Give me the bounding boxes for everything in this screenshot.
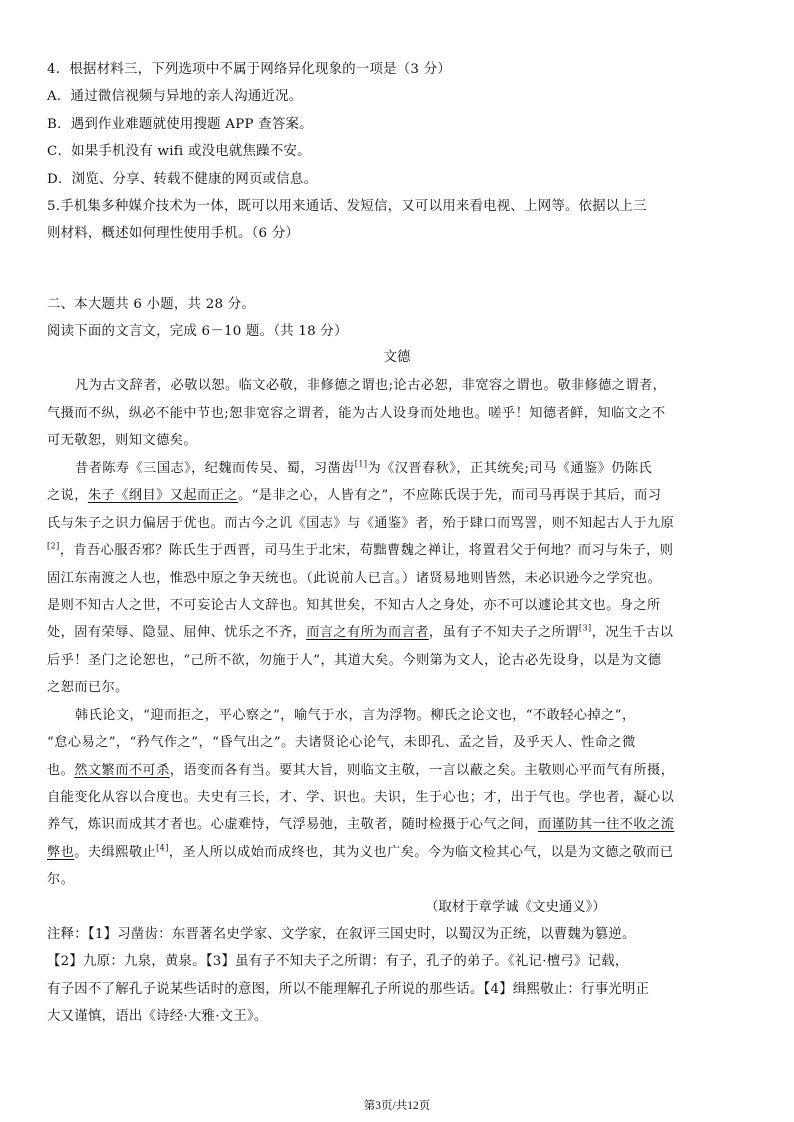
- question-5-line-2: 则材料，概述如何理性使用手机。（6 分）: [47, 226, 300, 241]
- notes-line-1: 注释：【1】习凿齿：东晋著名史学家、文学家，在叙评三国史时，以蜀汉为正统，以曹魏为篡逆。: [47, 927, 636, 942]
- footnote-ref-3: [3]: [578, 623, 592, 633]
- footnote-ref-2: [2]: [47, 541, 60, 551]
- text-run: 处，固有荣辱、隐显、屈伸、忧乐之不齐，: [47, 625, 307, 640]
- passage-p3-line-2: “怠心易之”，“矜气作之”，“昏气出之”。夫诸贤论心论气，未即孔、孟之旨，及乎天人、性命之微: [47, 735, 636, 750]
- text-run: ，语变而各有当。要其大旨，则临文主敬，一言以蔽之矣。主敬则心平而气有所摄，: [169, 763, 675, 778]
- passage-p3-line-3: [47, 762, 747, 780]
- text-run: 。夫缉熙敬止: [74, 845, 157, 860]
- text-run: 之说，: [47, 488, 88, 503]
- passage-p3-line-7: 尔。: [47, 872, 75, 887]
- question-5-line-1: 5.手机集多种媒介技术为一体，既可以用来通话、发短信，又可以用来看电视、上网等。依据以上三: [47, 199, 647, 214]
- passage-p3-line-1: 韩氏论文，“迎而拒之，平心察之”，喻气于水，言为浮物。柳氏之论文也，“不敢轻心掉之”，: [75, 708, 636, 723]
- underlined-phrase: 朱子《纲目》又起而正之: [87, 488, 238, 503]
- text-run: 也。: [47, 763, 75, 778]
- question-4-stem: 4．根据材料三，下列选项中不属于网络异化现象的一项是（3 分）: [47, 62, 451, 77]
- passage-p1-line-1: 凡为古文辞者，必敬以恕。临文必敬，非修德之谓也;论古必恕，非宽容之谓也。敬非修德之谓者，: [75, 378, 667, 393]
- text-run: 。“是非之心，人皆有之”，不应陈氏误于先，而司马再误于其后，而习: [237, 488, 662, 503]
- notes-line-3: 有子因不了解孔子说某些话时的意图，所以不能理解孔子所说的那些话。【4】缉熙敬止：行事光明正: [47, 982, 650, 997]
- notes-line-4: 大又谨慎，语出《诗经·大雅·文王》。: [47, 1009, 268, 1024]
- underlined-phrase: 而谨防其一往不收之流: [537, 817, 675, 832]
- question-4-option-b: B．遇到作业难题就使用搜题 APP 查答案。: [47, 117, 313, 132]
- section-2-instruction: 阅读下面的文言文，完成 6－10 题。（共 18 分）: [47, 324, 348, 339]
- text-run: ，虽有子不知夫子之所谓: [428, 625, 579, 640]
- notes-line-2: 【2】九原：九泉，黄泉。【3】虽有子不知夫子之所谓：有子，孔子的弟子。《礼记·檀弓》记载，: [47, 954, 629, 969]
- question-4-option-d: D．浏览、分享、转载不健康的网页或信息。: [47, 172, 318, 187]
- footnote-ref-1: [1]: [354, 459, 368, 469]
- passage-p2-line-6: 是则不知古人之世，不可妄论古人文辞也。知其世矣，不知古人之身处，亦不可以遽论其文也。身之所: [47, 598, 661, 613]
- passage-p2-line-2: [47, 487, 747, 505]
- passage-p2-line-1: [75, 460, 775, 478]
- passage-p1-line-2: 气摄而不纵，纵必不能中节也;恕非宽容之谓者，能为古人设身而处地也。嗟乎！知德者鲜，知临文之不: [47, 406, 666, 421]
- section-2-heading: 二、本大题共 6 小题，共 28 分。: [47, 297, 256, 312]
- passage-p3-line-5: [47, 816, 747, 834]
- question-4-option-c: C．如果手机没有 wifi 或没电就焦躁不安。: [47, 144, 311, 159]
- passage-p2-line-9: 之恕而已尔。: [47, 680, 129, 695]
- text-run: 为《汉晋春秋》，正其统矣;司马《通鉴》仍陈氏: [367, 461, 653, 476]
- question-4-option-a: A．通过微信视频与异地的亲人沟通近况。: [47, 89, 303, 104]
- underlined-phrase: 弊也: [47, 845, 75, 860]
- underlined-phrase: 而言之有所为而言者: [306, 625, 429, 640]
- text-run: ，况生千古以: [591, 625, 674, 640]
- page-number: 第3页/共12页: [363, 1100, 431, 1112]
- passage-p2-line-5: 固江东南渡之人也，惟恐中原之争天统也。（此说前人已言。）诸贤易地则皆然，未必识逊今之学究也。: [47, 571, 662, 586]
- passage-p3-line-6: [47, 844, 747, 862]
- passage-p2-line-4: [47, 542, 747, 560]
- text-run: 昔者陈寿《三国志》，纪魏而传吴、蜀，习凿齿: [75, 461, 355, 476]
- text-run: 养气，炼识而成其才者也。心虚难恃，气浮易弛，主敬者，随时检摄于心气之间，: [47, 817, 538, 832]
- text-run: ，肯吾心服否邪？陈氏生于西晋，司马生于北宋，苟黜曹魏之禅让，将置君父于何地？而习与朱子，则: [59, 543, 674, 558]
- underlined-phrase: 然文繁而不可杀: [74, 763, 170, 778]
- passage-p2-line-3: 氏与朱子之识力偏居于优也。而古今之讥《国志》与《通鉴》者，殆于肆口而骂詈，则不知起古人于九原: [47, 516, 675, 531]
- text-run: ，圣人所以成始而成终也，其为义也广矣。今为临文检其心气，以是为文德之敬而已: [168, 845, 674, 860]
- passage-p3-line-4: 自能变化从容以合度也。夫史有三长，才、学、识也。夫识，生于心也；才，出于气也。学也者，凝心以: [47, 790, 675, 805]
- footnote-ref-4: [4]: [156, 843, 169, 853]
- passage-p1-line-3: 可无敬恕，则知文德矣。: [47, 433, 198, 448]
- passage-p2-line-7: [47, 624, 747, 642]
- passage-p2-line-8: 后乎！圣门之论恕也，“己所不欲，勿施于人”，其道大矣。今则第为文人，论古必先设身，以是为文德: [47, 653, 662, 668]
- passage-title: 文德: [383, 350, 411, 365]
- passage-source: （取材于章学诚《文史通义》）: [425, 900, 606, 915]
